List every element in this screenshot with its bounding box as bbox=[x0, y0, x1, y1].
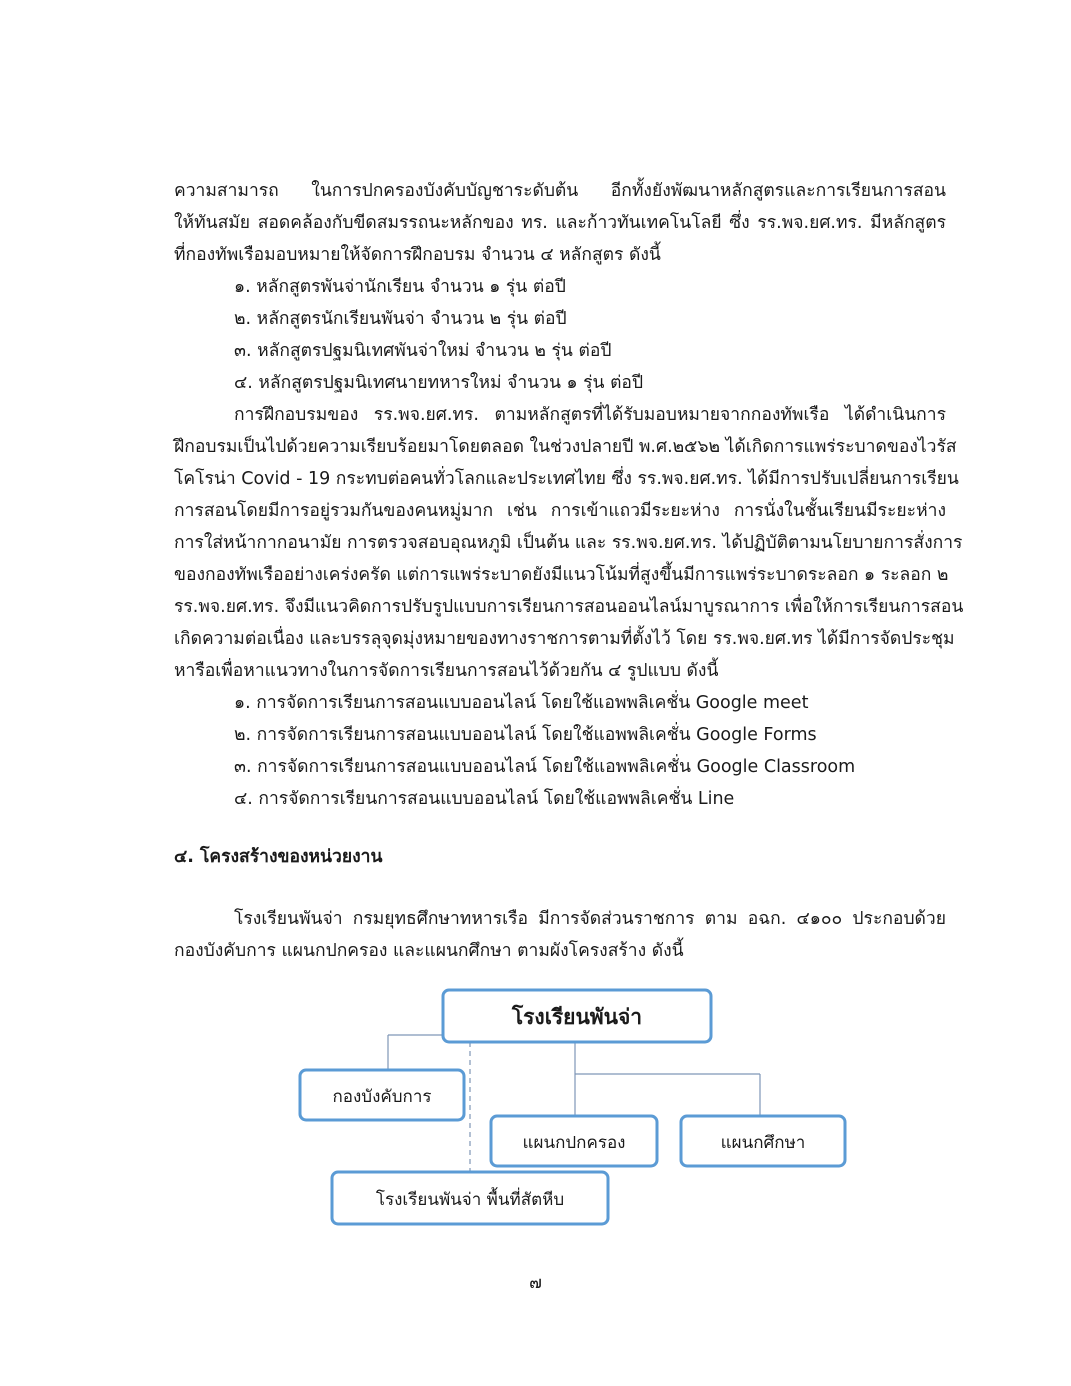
training-line-7: รร.พจ.ยศ.ทร. จึงมีแนวคิดการปรับรูปแบบการเรียนการสอนออนไลน์มาบูรณาการ เพื่อให้การเรียนการสอน bbox=[174, 597, 964, 617]
page-number: ๗ bbox=[529, 1273, 542, 1293]
intro-line-2: ให้ทันสมัย สอดคล้องกับขีดสมรรถนะหลักของ ทร. และก้าวทันเทคโนโลยี ซึ่ง รร.พจ.ยศ.ทร. มีหลักสูตร bbox=[174, 213, 946, 233]
org-box-education bbox=[681, 1116, 845, 1166]
online-method-item-3: ๓. การจัดการเรียนการสอนแบบออนไลน์ โดยใช้แอพพลิเคชั่น Google Classroom bbox=[234, 757, 856, 777]
org-box-satahip bbox=[332, 1172, 608, 1224]
intro-line-3: ที่กองทัพเรือมอบหมายให้จัดการฝึกอบรม จำนวน ๔ หลักสูตร ดังนี้ bbox=[174, 245, 661, 265]
intro-line-1: ความสามารถ ในการปกครองบังคับบัญชาระดับต้น อีกทั้งยังพัฒนาหลักสูตรและการเรียนการสอน bbox=[174, 181, 946, 201]
org-root-label: โรงเรียนพันจ่า bbox=[511, 1005, 643, 1029]
training-line-4: การสอนโดยมีการอยู่รวมกันของคนหมู่มาก เช่น การเข้าแถวมีระยะห่าง การนั่งในชั้นเรียนมีระยะห่าง bbox=[174, 501, 946, 521]
course-item-4: ๔. หลักสูตรปฐมนิเทศนายทหารใหม่ จำนวน ๑ รุ่น ต่อปี bbox=[234, 373, 644, 393]
course-item-1: ๑. หลักสูตรพันจ่านักเรียน จำนวน ๑ รุ่น ต่อปี bbox=[234, 277, 566, 297]
training-line-8: เกิดความต่อเนื่อง และบรรลุจุดมุ่งหมายของทางราชการตามที่ตั้งไว้ โดย รร.พจ.ยศ.ทร ได้มีการจัดประชุม bbox=[174, 629, 955, 649]
course-item-3: ๓. หลักสูตรปฐมนิเทศพันจ่าใหม่ จำนวน ๒ รุ่น ต่อปี bbox=[234, 341, 612, 361]
training-line-1: การฝึกอบรมของ รร.พจ.ยศ.ทร. ตามหลักสูตรที่ได้รับมอบหมายจากกองทัพเรือ ได้ดำเนินการ bbox=[234, 405, 946, 425]
training-line-6: ของกองทัพเรืออย่างเคร่งครัด แต่การแพร่ระบาดยังมีแนวโน้มที่สูงขึ้นมีการแพร่ระบาดระลอก ๑ ระลอก ๒ bbox=[174, 565, 949, 585]
org-education-label: แผนกศึกษา bbox=[720, 1133, 806, 1153]
training-line-3: โคโรน่า Covid - 19 กระทบต่อคนทั่วโลกและประเทศไทย ซึ่ง รร.พจ.ยศ.ทร. ได้มีการปรับเปลี่ยนการเรียน bbox=[174, 469, 959, 489]
course-item-2: ๒. หลักสูตรนักเรียนพันจ่า จำนวน ๒ รุ่น ต่อปี bbox=[234, 309, 567, 329]
online-method-item-4: ๔. การจัดการเรียนการสอนแบบออนไลน์ โดยใช้แอพพลิเคชั่น Line bbox=[234, 789, 735, 809]
online-method-item-1: ๑. การจัดการเรียนการสอนแบบออนไลน์ โดยใช้แอพพลิเคชั่น Google meet bbox=[234, 693, 809, 713]
section-heading: ๔. โครงสร้างของหน่วยงาน bbox=[174, 847, 383, 867]
training-line-9: หารือเพื่อหาแนวทางในการจัดการเรียนการสอนไว้ด้วยกัน ๔ รูปแบบ ดังนี้ bbox=[174, 661, 719, 681]
org-box-admin bbox=[491, 1116, 657, 1166]
org-box-root bbox=[443, 990, 711, 1042]
training-line-5: การใส่หน้ากากอนามัย การตรวจสอบอุณหภูมิ เป็นต้น และ รร.พจ.ยศ.ทร. ได้ปฏิบัติตามนโยบายการสั่งการ bbox=[174, 533, 963, 553]
training-line-2: ฝึกอบรมเป็นไปด้วยความเรียบร้อยมาโดยตลอด ในช่วงปลายปี พ.ศ.๒๕๖๒ ได้เกิดการแพร่ระบาดของไวรัส bbox=[174, 437, 957, 457]
org-admin-label: แผนกปกครอง bbox=[522, 1133, 626, 1153]
structure-line-2: กองบังคับการ แผนกปกครอง และแผนกศึกษา ตามผังโครงสร้าง ดังนี้ bbox=[174, 941, 684, 961]
online-method-item-2: ๒. การจัดการเรียนการสอนแบบออนไลน์ โดยใช้แอพพลิเคชั่น Google Forms bbox=[234, 725, 817, 745]
org-box-command bbox=[300, 1070, 464, 1120]
structure-line-1: โรงเรียนพันจ่า กรมยุทธศึกษาทหารเรือ มีการจัดส่วนราชการ ตาม อฉก. ๔๑๐๐ ประกอบด้วย bbox=[234, 909, 946, 929]
org-satahip-label: โรงเรียนพันจ่า พื้นที่สัตหีบ bbox=[375, 1190, 565, 1210]
org-command-label: กองบังคับการ bbox=[332, 1087, 432, 1107]
